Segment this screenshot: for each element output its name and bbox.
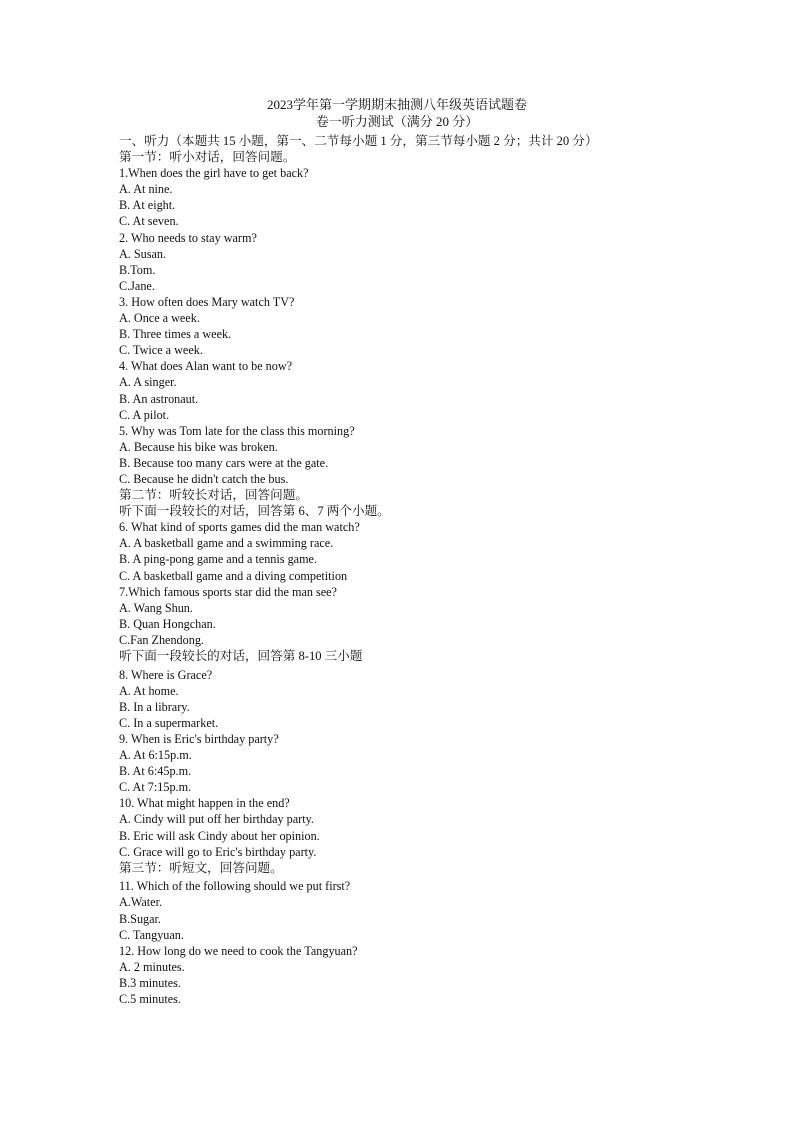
option-10c: C. Grace will go to Eric's birthday party. [119,844,317,859]
option-10a: A. Cindy will put off her birthday party. [119,812,314,827]
dialogue-instructions-8-10: 听下面一段较长的对话，回答第 8-10 三小题 [119,649,363,663]
option-3b: B. Three times a week. [119,327,232,342]
question-8: 8. Where is Grace? [119,667,213,682]
option-12b: B.3 minutes. [119,975,181,990]
option-9b: B. At 6:45p.m. [119,764,192,779]
option-11b: B.Sugar. [119,911,161,926]
option-1a: A. At nine. [119,182,173,197]
option-4a: A. A singer. [119,375,177,390]
section-instructions: 一、听力（本题共 15 小题，第一、二节每小题 1 分，第三节每小题 2 分；共计 20 分） [119,134,598,148]
option-8c: C. In a supermarket. [119,715,219,730]
option-5a: A. Because his bike was broken. [119,439,278,454]
option-9c: C. At 7:15p.m. [119,780,192,795]
option-4b: B. An astronaut. [119,391,199,406]
option-3c: C. Twice a week. [119,343,203,358]
option-12c: C.5 minutes. [119,991,181,1006]
part-one-heading: 第一节：听小对话，回答问题。 [119,150,296,165]
option-6b: B. A ping-pong game and a tennis game. [119,552,318,567]
option-1c: C. At seven. [119,214,179,229]
option-1b: B. At eight. [119,198,176,213]
part-two-heading: 第二节：听较长对话，回答问题。 [119,488,308,503]
question-1: 1.When does the girl have to get back? [119,166,309,181]
question-12: 12. How long do we need to cook the Tangyuan? [119,943,358,958]
question-10: 10. What might happen in the end? [119,796,290,811]
option-7a: A. Wang Shun. [119,600,193,615]
part-three-heading: 第三节：听短文，回答问题。 [119,860,283,875]
option-4c: C. A pilot. [119,407,170,422]
option-8b: B. In a library. [119,699,190,714]
option-8a: A. At home. [119,683,179,698]
question-2: 2. Who needs to stay warm? [119,230,257,245]
question-9: 9. When is Eric's birthday party? [119,731,279,746]
question-11: 11. Which of the following should we put first? [119,879,351,894]
option-12a: A. 2 minutes. [119,959,185,974]
option-10b: B. Eric will ask Cindy about her opinion. [119,828,320,843]
listening-section [119,133,679,1007]
exam-title: 2023学年第一学期期末抽测八年级英语试题卷 [266,97,527,112]
question-3: 3. How often does Mary watch TV? [119,294,295,309]
option-7b: B. Quan Hongchan. [119,616,216,631]
option-3a: A. Once a week. [119,311,200,326]
option-5b: B. Because too many cars were at the gate. [119,455,329,470]
option-2a: A. Susan. [119,246,167,261]
option-5c: C. Because he didn't catch the bus. [119,471,289,486]
option-7c: C.Fan Zhendong. [119,632,204,647]
option-6c: C. A basketball game and a diving competition [119,568,348,583]
option-2b: B.Tom. [119,262,156,277]
option-6a: A. A basketball game and a swimming race. [119,536,334,551]
option-11c: C. Tangyuan. [119,927,184,942]
option-2c: C.Jane. [119,278,155,293]
question-6: 6. What kind of sports games did the man watch? [119,520,360,535]
question-7: 7.Which famous sports star did the man see? [119,584,337,599]
option-9a: A. At 6:15p.m. [119,748,192,763]
exam-subtitle: 卷一听力测试（满分 20 分） [315,114,479,129]
question-5: 5. Why was Tom late for the class this morning? [119,423,355,438]
option-11a: A.Water. [119,895,163,910]
question-4: 4. What does Alan want to be now? [119,359,293,374]
dialogue-instructions-6-7: 听下面一段较长的对话，回答第 6、7 两个小题。 [119,504,390,519]
